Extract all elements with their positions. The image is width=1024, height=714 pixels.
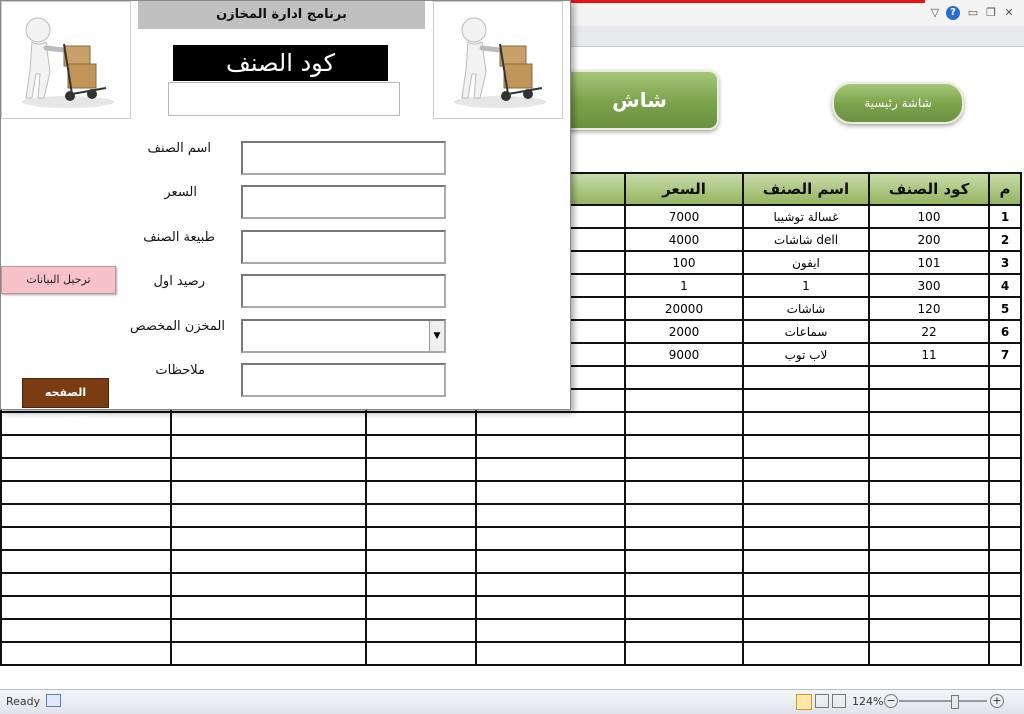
cell-nature[interactable] <box>476 504 625 527</box>
cell-index[interactable]: 2 <box>989 228 1021 251</box>
red-accent-bar <box>570 0 925 3</box>
cell-name[interactable] <box>743 412 869 435</box>
cell-nature[interactable] <box>476 573 625 596</box>
cell-nature[interactable] <box>476 596 625 619</box>
cell-index[interactable] <box>989 596 1021 619</box>
cell-name[interactable]: 1 <box>743 274 869 297</box>
table-row <box>1 504 1021 527</box>
table-row <box>1 435 1021 458</box>
cell-blank[interactable] <box>171 412 366 435</box>
cell-blank[interactable] <box>171 458 366 481</box>
cell-code[interactable] <box>869 596 989 619</box>
cell-code[interactable] <box>869 550 989 573</box>
cell-blank[interactable] <box>366 550 476 573</box>
cell-name[interactable] <box>743 389 869 412</box>
cell-price[interactable] <box>625 389 743 412</box>
cell-price[interactable]: 9000 <box>625 343 743 366</box>
cell-code[interactable]: 22 <box>869 320 989 343</box>
cell-price[interactable] <box>625 573 743 596</box>
cell-name[interactable] <box>743 527 869 550</box>
cell-price[interactable] <box>625 412 743 435</box>
header-code: كود الصنف <box>869 173 989 205</box>
cell-price[interactable] <box>625 435 743 458</box>
cell-code[interactable]: 120 <box>869 297 989 320</box>
cell-code[interactable] <box>869 504 989 527</box>
cell-blank[interactable] <box>1 573 171 596</box>
table-row <box>1 619 1021 642</box>
screen-button[interactable]: شاش <box>560 70 719 130</box>
cell-price[interactable] <box>625 642 743 665</box>
cell-code[interactable] <box>869 458 989 481</box>
macro-record-icon[interactable] <box>46 694 61 707</box>
page-break-icon[interactable] <box>832 694 846 708</box>
cell-blank[interactable] <box>1 619 171 642</box>
cell-name[interactable] <box>743 642 869 665</box>
zoom-level[interactable]: 124% <box>852 695 884 708</box>
opening-balance-label: رصيد اول <box>153 274 205 289</box>
opening-balance-input[interactable] <box>241 274 446 308</box>
cell-price[interactable] <box>625 619 743 642</box>
cell-code[interactable] <box>869 527 989 550</box>
cell-nature[interactable] <box>476 435 625 458</box>
cell-index[interactable]: 7 <box>989 343 1021 366</box>
item-code-input[interactable] <box>168 82 400 116</box>
cell-code[interactable] <box>869 642 989 665</box>
delivery-illustration <box>1 1 131 119</box>
cell-name[interactable]: لاب توب <box>743 343 869 366</box>
cell-nature[interactable] <box>476 619 625 642</box>
cell-index[interactable] <box>989 642 1021 665</box>
cell-code[interactable]: 300 <box>869 274 989 297</box>
cell-blank[interactable] <box>366 435 476 458</box>
cell-blank[interactable] <box>171 619 366 642</box>
cell-index[interactable] <box>989 366 1021 389</box>
delivery-illustration <box>433 1 563 119</box>
help-icon[interactable]: ? <box>946 6 960 20</box>
cell-name[interactable] <box>743 435 869 458</box>
cell-price[interactable] <box>625 366 743 389</box>
cell-blank[interactable] <box>1 642 171 665</box>
chevron-down-icon[interactable]: ▼ <box>429 321 444 351</box>
cell-blank[interactable] <box>1 504 171 527</box>
cell-index[interactable]: 1 <box>989 205 1021 228</box>
ribbon-strip <box>570 0 1024 27</box>
ribbon-dropdown-icon[interactable]: ▽ <box>930 6 940 19</box>
home-page-button[interactable]: الصفحه الرئيسيه <box>22 378 109 408</box>
notes-input[interactable] <box>241 363 446 397</box>
restore-icon[interactable]: ❐ <box>986 6 996 19</box>
cell-name[interactable] <box>743 550 869 573</box>
post-data-button[interactable]: ترحيل البيانات <box>1 266 116 294</box>
cell-blank[interactable] <box>1 481 171 504</box>
cell-blank[interactable] <box>366 573 476 596</box>
cell-price[interactable]: 2000 <box>625 320 743 343</box>
cell-code[interactable]: 200 <box>869 228 989 251</box>
warehouse-label: المخزن المخصص <box>129 319 225 334</box>
cell-name[interactable] <box>743 458 869 481</box>
cell-blank[interactable] <box>366 642 476 665</box>
cell-price[interactable] <box>625 481 743 504</box>
cell-index[interactable] <box>989 619 1021 642</box>
cell-code[interactable] <box>869 573 989 596</box>
main-screen-button[interactable]: شاشة رئيسية <box>832 82 964 124</box>
cell-index[interactable]: 6 <box>989 320 1021 343</box>
table-row <box>1 458 1021 481</box>
header-name: اسم الصنف <box>743 173 869 205</box>
cell-price[interactable]: 4000 <box>625 228 743 251</box>
cell-blank[interactable] <box>366 619 476 642</box>
zoom-slider-thumb[interactable] <box>951 695 959 709</box>
cell-price[interactable] <box>625 527 743 550</box>
cell-code[interactable] <box>869 435 989 458</box>
cell-blank[interactable] <box>171 596 366 619</box>
cell-blank[interactable] <box>171 527 366 550</box>
status-ready: Ready <box>6 695 41 708</box>
cell-index[interactable]: 5 <box>989 297 1021 320</box>
cell-name[interactable] <box>743 366 869 389</box>
cell-name[interactable]: شاشات <box>743 297 869 320</box>
cell-code[interactable]: 101 <box>869 251 989 274</box>
cell-blank[interactable] <box>171 550 366 573</box>
cell-blank[interactable] <box>366 504 476 527</box>
cell-code[interactable] <box>869 619 989 642</box>
cell-blank[interactable] <box>171 573 366 596</box>
cell-code[interactable]: 11 <box>869 343 989 366</box>
warehouse-select[interactable] <box>241 319 446 353</box>
table-row <box>1 596 1021 619</box>
cell-nature[interactable] <box>476 412 625 435</box>
table-row <box>1 527 1021 550</box>
header-price: السعر <box>625 173 743 205</box>
table-row <box>1 412 1021 435</box>
cell-blank[interactable] <box>366 596 476 619</box>
notes-label: ملاحظات <box>155 363 205 378</box>
item-code-label: كود الصنف <box>173 45 388 81</box>
cell-code[interactable] <box>869 389 989 412</box>
cell-name[interactable] <box>743 619 869 642</box>
close-icon[interactable]: ✕ <box>1004 6 1014 19</box>
zoom-slider[interactable] <box>899 700 987 702</box>
cell-nature[interactable] <box>476 550 625 573</box>
cell-code[interactable] <box>869 412 989 435</box>
zoom-in-icon[interactable]: + <box>990 694 1004 708</box>
form-title: برنامج ادارة المخازن <box>138 1 425 29</box>
cell-blank[interactable] <box>1 596 171 619</box>
cell-index[interactable] <box>989 435 1021 458</box>
cell-name[interactable] <box>743 504 869 527</box>
cell-code[interactable]: 100 <box>869 205 989 228</box>
cell-blank[interactable] <box>1 527 171 550</box>
cell-blank[interactable] <box>1 550 171 573</box>
item-name-label: اسم الصنف <box>147 141 211 156</box>
cell-name[interactable]: سماعات <box>743 320 869 343</box>
cell-name[interactable]: ايفون <box>743 251 869 274</box>
cell-blank[interactable] <box>171 435 366 458</box>
cell-price[interactable]: 1 <box>625 274 743 297</box>
item-nature-label: طبيعة الصنف <box>143 230 215 245</box>
cell-index[interactable] <box>989 458 1021 481</box>
table-row <box>1 642 1021 665</box>
minimize-icon[interactable]: ▭ <box>967 6 979 19</box>
header-index: م <box>989 173 1021 205</box>
cell-blank[interactable] <box>171 642 366 665</box>
cell-index[interactable] <box>989 573 1021 596</box>
cell-price[interactable] <box>625 550 743 573</box>
cell-index[interactable]: 3 <box>989 251 1021 274</box>
cell-blank[interactable] <box>1 435 171 458</box>
cell-name[interactable]: شاشات dell <box>743 228 869 251</box>
cell-blank[interactable] <box>366 481 476 504</box>
cell-name[interactable] <box>743 596 869 619</box>
cell-price[interactable]: 20000 <box>625 297 743 320</box>
cell-price[interactable] <box>625 596 743 619</box>
cell-index[interactable] <box>989 389 1021 412</box>
price-label: السعر <box>164 185 197 200</box>
cell-code[interactable] <box>869 366 989 389</box>
cell-nature[interactable] <box>476 527 625 550</box>
cell-price[interactable]: 100 <box>625 251 743 274</box>
price-input[interactable] <box>241 185 446 219</box>
cell-index[interactable] <box>989 550 1021 573</box>
table-row <box>1 481 1021 504</box>
cell-nature[interactable] <box>476 642 625 665</box>
cell-price[interactable] <box>625 458 743 481</box>
cell-index[interactable]: 4 <box>989 274 1021 297</box>
cell-name[interactable] <box>743 481 869 504</box>
item-name-input[interactable] <box>241 141 446 175</box>
cell-blank[interactable] <box>366 412 476 435</box>
table-row <box>1 550 1021 573</box>
page-layout-icon[interactable] <box>815 694 829 708</box>
cell-nature[interactable] <box>476 458 625 481</box>
cell-index[interactable] <box>989 504 1021 527</box>
status-bar <box>0 689 1024 714</box>
cell-index[interactable] <box>989 527 1021 550</box>
cell-blank[interactable] <box>366 527 476 550</box>
cell-index[interactable] <box>989 412 1021 435</box>
cell-blank[interactable] <box>171 504 366 527</box>
item-nature-input[interactable] <box>241 230 446 264</box>
cell-name[interactable] <box>743 573 869 596</box>
cell-nature[interactable] <box>476 481 625 504</box>
item-entry-form <box>0 0 571 427</box>
cell-blank[interactable] <box>366 458 476 481</box>
normal-view-icon[interactable] <box>796 694 812 710</box>
cell-blank[interactable] <box>1 458 171 481</box>
table-row <box>1 573 1021 596</box>
cell-price[interactable]: 7000 <box>625 205 743 228</box>
zoom-out-icon[interactable]: − <box>884 694 898 708</box>
cell-blank[interactable] <box>171 481 366 504</box>
cell-name[interactable]: غسالة توشيبا <box>743 205 869 228</box>
cell-code[interactable] <box>869 481 989 504</box>
cell-index[interactable] <box>989 481 1021 504</box>
cell-price[interactable] <box>625 504 743 527</box>
formula-bar[interactable] <box>570 26 1024 47</box>
